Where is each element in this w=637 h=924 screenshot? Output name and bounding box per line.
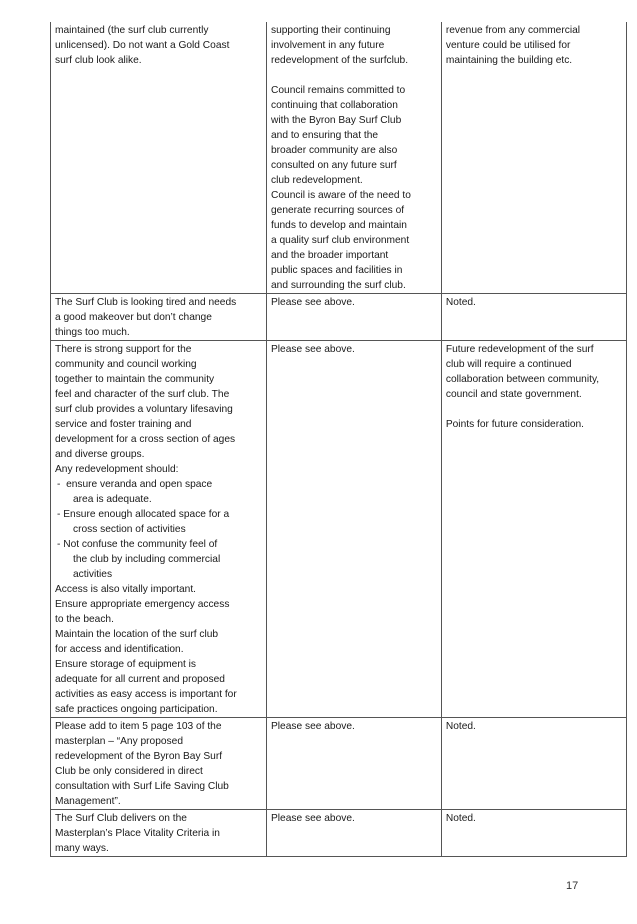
table-row <box>51 294 627 341</box>
action-cell: Future redevelopment of the surf club will require a continued collaboration between community, council and state government. Points for future consideration. <box>441 341 626 718</box>
list-item: - Not confuse the community feel of <box>57 539 218 550</box>
action-cell: Noted. <box>441 718 626 810</box>
list-item: - ensure veranda and open space <box>57 479 213 490</box>
action-cell: Noted. <box>441 294 626 341</box>
response-cell: Please see above. <box>267 294 442 341</box>
list-item: - Ensure enough allocated space for a <box>57 509 230 520</box>
response-cell: Please see above. <box>267 810 442 857</box>
action-cell: Noted. <box>441 810 626 857</box>
submissions-table <box>50 22 627 857</box>
response-cell: supporting their continuing involvement in any future redevelopment of the surfclub. Council remains committed to continuing that collaboration with the Byron Bay Surf Club and to ensuring that the broader community are also consulted on any future surf club redevelopment. Council is aware of the need to generate recurring sources of funds to develop and maintain a quality surf club environment and the broader important public spaces and facilities in and surrounding the surf club. <box>267 22 442 294</box>
response-cell: Please see above. <box>267 718 442 810</box>
submission-cell: The Surf Club is looking tired and needs a good makeover but don’t change things too much. <box>51 294 267 341</box>
submission-cell: Please add to item 5 page 103 of the masterplan – “Any proposed redevelopment of the Byron Bay Surf Club be only considered in direct consultation with Surf Life Saving Club Management”. <box>51 718 267 810</box>
table-row <box>51 810 627 857</box>
submission-cell: maintained (the surf club currently unlicensed). Do not want a Gold Coast surf club look alike. <box>51 22 267 294</box>
submission-cell: The Surf Club delivers on the Masterplan’s Place Vitality Criteria in many ways. <box>51 810 267 857</box>
response-cell: Please see above. <box>267 341 442 718</box>
page-number: 17 <box>566 880 579 892</box>
submission-cell: There is strong support for the community and council working together to maintain the community feel and character of the surf club. The surf club provides a voluntary lifesaving service and foster training and development for a cross section of ages and diverse groups. Any redevelopment should: - ensure veranda and open space area is adequate. - Ensure enough allocated space for a cross section of activities - Not confuse the community feel of the club by including commercial activities Access is also vitally important. Ensure appropriate emergency access to the beach. Maintain the location of the surf club for access and identification. Ensure storage of equipment is adequate for all current and proposed activities as easy access is important for safe practices ongoing participation. <box>51 341 267 718</box>
table-row <box>51 341 627 718</box>
table-row <box>51 718 627 810</box>
table-row <box>51 22 627 294</box>
action-cell: revenue from any commercial venture could be utilised for maintaining the building etc. <box>441 22 626 294</box>
